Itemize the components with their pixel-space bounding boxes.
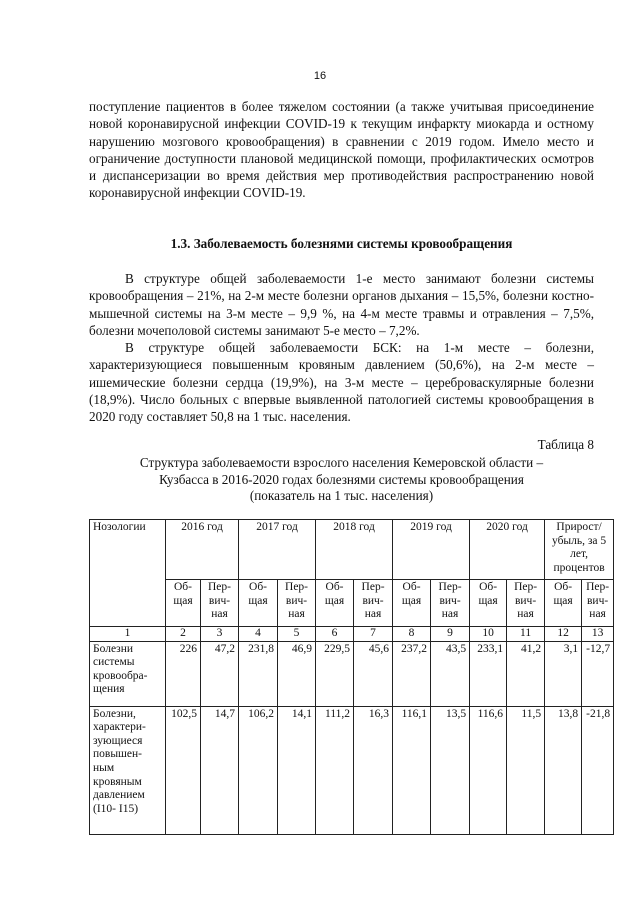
column-number: 9 (431, 627, 470, 642)
cell-value: 47,2 (201, 641, 239, 706)
intro-paragraph-block (89, 98, 594, 202)
column-number: 13 (582, 627, 614, 642)
column-number: 7 (354, 627, 393, 642)
table-caption (89, 455, 594, 505)
cell-value: 237,2 (393, 641, 431, 706)
column-number: 5 (278, 627, 316, 642)
table-subheader-row (90, 580, 614, 627)
cell-value: 106,2 (239, 706, 278, 834)
header-year-2016: 2016 год (166, 520, 239, 580)
cell-value: 233,1 (470, 641, 507, 706)
column-number: 8 (393, 627, 431, 642)
column-number: 12 (545, 627, 582, 642)
column-number: 3 (201, 627, 239, 642)
cell-value: 231,8 (239, 641, 278, 706)
subheader-primary: Пер-вич-ная (507, 580, 545, 627)
cell-value: 111,2 (316, 706, 354, 834)
cell-value: 3,1 (545, 641, 582, 706)
cell-value: 41,2 (507, 641, 545, 706)
column-number: 4 (239, 627, 278, 642)
cell-value: -12,7 (582, 641, 614, 706)
cell-value: 226 (166, 641, 201, 706)
subheader-primary: Пер-вич-ная (278, 580, 316, 627)
column-number: 11 (507, 627, 545, 642)
subheader-total: Об-щая (545, 580, 582, 627)
column-number: 1 (90, 627, 166, 642)
cell-value: 229,5 (316, 641, 354, 706)
cell-value: 11,5 (507, 706, 545, 834)
intro-paragraph: поступление пациентов в более тяжелом состоянии (а также учитывая присоединение новой коронавирусной инфекции COVID-19 к текущим инфаркту миокарда и остному нарушению мозгового кровообращения) в сравнении с 2019 годом. Имело место и ограничение доступности плановой медицинской помощи, профилактических осмотров и диспансеризации во время действия мер противодействия распространению новой коронавирусной инфекции COVID-19. (89, 99, 594, 201)
cell-value: 16,3 (354, 706, 393, 834)
cell-value: 13,5 (431, 706, 470, 834)
column-number-row (90, 627, 614, 642)
cell-value: 14,1 (278, 706, 316, 834)
subheader-total: Об-щая (166, 580, 201, 627)
morbidity-table (89, 519, 614, 835)
section-title: 1.3. Заболеваемость болезнями системы кровообращения (170, 236, 513, 251)
row-nosology: Болезни, характери-зующиеся повышен-ным кровяным давлением (I10- I15) (90, 706, 166, 834)
column-number: 10 (470, 627, 507, 642)
table-caption-line-3: (показатель на 1 тыс. населения) (249, 488, 434, 504)
cell-value: 13,8 (545, 706, 582, 834)
header-nosology: Нозологии (90, 520, 166, 627)
table-header-row (90, 520, 614, 580)
cell-value: 116,6 (470, 706, 507, 834)
subheader-total: Об-щая (393, 580, 431, 627)
table-label: Таблица 8 (537, 437, 594, 452)
cell-value: 14,7 (201, 706, 239, 834)
subheader-total: Об-щая (316, 580, 354, 627)
cell-value: 45,6 (354, 641, 393, 706)
page-number: 16 (313, 70, 327, 82)
cell-value: 116,1 (393, 706, 431, 834)
column-number: 2 (166, 627, 201, 642)
column-number: 6 (316, 627, 354, 642)
header-year-2018: 2018 год (316, 520, 393, 580)
header-year-2019: 2019 год (393, 520, 470, 580)
table-caption-line-1: Структура заболеваемости взрослого населения Кемеровской области – (139, 455, 544, 470)
cell-value: -21,8 (582, 706, 614, 834)
row-nosology: Болезни системы кровообра-щения (90, 641, 166, 706)
table-row (90, 641, 614, 706)
header-year-2017: 2017 год (239, 520, 316, 580)
header-growth: Прирост/ убыль, за 5 лет, процентов (545, 520, 614, 580)
body-paragraphs (89, 270, 594, 426)
body-paragraph-1: В структуре общей заболеваемости 1-е место занимают болезни системы кровообращения – 21%, на 2-м месте болезни органов дыхания – 15,5%, болезни костно-мышечной системы на 3-м месте – 9,9 %, на 4-м месте травмы и отравления – 7,5%, болезни мочеполовой системы занимают 5-е место – 7,2%. (89, 271, 594, 338)
subheader-primary: Пер-вич-ная (431, 580, 470, 627)
subheader-primary: Пер-вич-ная (354, 580, 393, 627)
body-paragraph-2: В структуре общей заболеваемости БСК: на 1-м месте – болезни, характеризующиеся повышенным кровяным давлением (50,6%), на 2-м месте – ишемические болезни сердца (19,9%), на 3-м месте – цереброваскулярные болезни (18,9%). Число больных с впервые выявленной патологией системы кровообращения в 2020 году составляет 50,8 на 1 тыс. населения. (89, 340, 594, 425)
table-row (90, 706, 614, 834)
cell-value: 46,9 (278, 641, 316, 706)
subheader-total: Об-щая (239, 580, 278, 627)
table-caption-line-2: Кузбасса в 2016-2020 годах болезнями системы кровообращения (159, 471, 524, 487)
cell-value: 102,5 (166, 706, 201, 834)
subheader-primary: Пер-вич-ная (201, 580, 239, 627)
header-year-2020: 2020 год (470, 520, 545, 580)
subheader-primary: Пер-вич-ная (582, 580, 614, 627)
cell-value: 43,5 (431, 641, 470, 706)
subheader-total: Об-щая (470, 580, 507, 627)
